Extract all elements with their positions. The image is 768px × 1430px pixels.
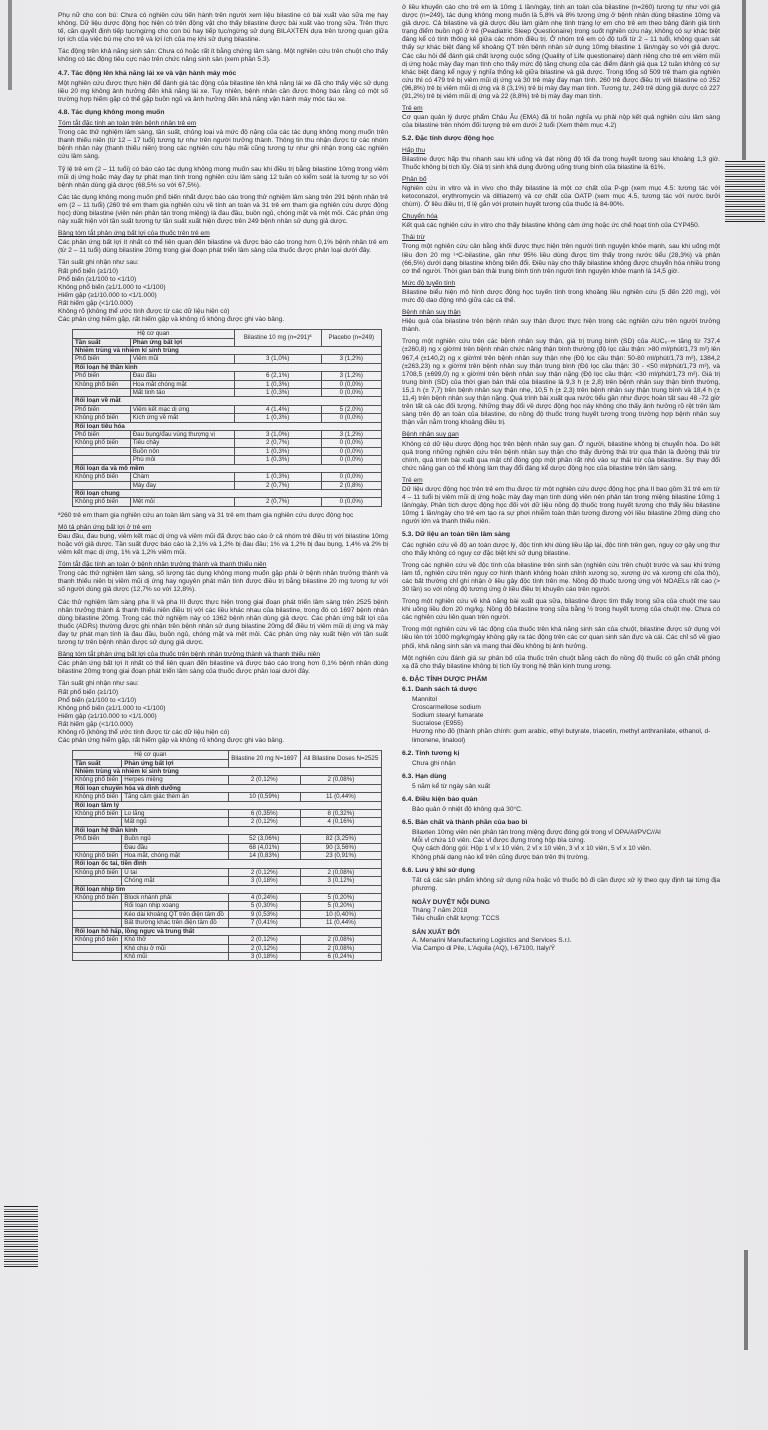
section-5-2-title: 5.2. Đặc tính dược động học [402,135,495,143]
frequency-item: Rất hiếm gặp (<1/10.000) [58,299,133,307]
frequency-item: Hiếm gặp (≥1/10.000 to <1/1.000) [58,712,157,720]
excipient-item: Sodium stearyl fumarate [412,712,484,720]
bilastine-value-cell: 2 (0,12%) [228,776,300,784]
table-row [73,447,382,455]
registration-mark [744,1250,748,1350]
frequency-cell: Không phổ biến [73,414,131,422]
table-group-row [73,801,382,809]
reaction-cell: Tăng cảm giác thèm ăn [122,793,228,801]
bilastine-value-cell: 1 (0,3%) [234,456,321,464]
placebo-value-cell: 0 (0,0%) [321,473,381,481]
table-header-all-doses: All Bilastine Doses N=2525 [300,751,381,768]
table-header-organ: Hệ cơ quan [73,751,229,759]
frequency-cell: Phổ biến [73,431,131,439]
frequency-item: Các phản ứng hiếm gặp, rất hiếm gặp và không rõ không được ghi vào bảng. [58,737,285,745]
section-4-7-text: Một nghiên cứu được thực hiện để đánh giá tác động của bilastine lên khả năng lái xe đã cho thấy việc sử dụng liều 20 mg không ảnh hưởng đến khả năng lái xe. Tuy nhiên, bệnh nhân cần được thông báo rằng có một số trường hợp hiếm gặp có thể gặp buồn ngủ và ảnh hưởng đến khả năng vận hành máy móc tàu xe. [58,79,388,103]
all-doses-value-cell: 23 (0,91%) [300,852,381,860]
reaction-cell: Bất thường khác trên điện tâm đồ [122,919,228,927]
table-row [73,481,382,489]
bilastine-value-cell: 3 (1,0%) [234,355,321,363]
reaction-cell: Khó thở [122,936,228,944]
frequency-cell: Phổ biến [73,835,122,843]
table-row [73,473,382,481]
pediatric-table-intro: Các phản ứng bất lợi ít nhất có thể liên quan đến bilastine và được báo cáo trong hơn 0,1% bệnh nhân trẻ em (từ 2 – 11 tuổi) dùng bilastine 20mg trong giai đoạn phát triển lâm sàng của thuốc được phân loại dưới đây. [58,239,388,255]
frequency-cell [73,456,131,464]
section-6-4-title: 6.4. Điều kiện bảo quản [402,795,478,803]
pediatric-pk-text: Dữ liệu dược động học trên trẻ em thu được từ một nghiên cứu dược động học pha II bao gồm 31 trẻ em từ 4 – 11 tuổi bị viêm mũi dị ứng hoặc mày đay mạn tính dùng viên nén phân tán trong miệng bilastine 10mg 1 lần/ngày. Phân tích dược động học đối với dữ liệu nồng độ thuốc trong huyết tương cho thấy liều bilastine 10mg 1 lần/ngày cho trẻ em tạo ra sự phơi nhiễm toàn thân tương đương với liều bilastine 20mg dùng cho người lớn và thanh thiếu niên. [402,485,720,526]
table-row [73,843,382,851]
frequency-cell [73,910,122,918]
section-6-6-title: 6.6. Lưu ý khi sử dụng [402,866,475,874]
bilastine-value-cell: 2 (0,12%) [228,944,300,952]
registration-mark [742,0,746,160]
bilastine-value-cell: 2 (0,12%) [228,936,300,944]
all-doses-value-cell: 2 (0,08%) [300,868,381,876]
frequency-cell [73,919,122,927]
all-doses-value-cell: 2 (0,08%) [300,944,381,952]
table-row [73,498,382,506]
bilastine-value-cell: 1 (0,3%) [234,473,321,481]
section-6-3-title: 6.3. Hạn dùng [402,772,447,780]
preclinical-text-1: Các nghiên cứu về độ an toàn dược lý, độc tính khi dùng liều lặp lại, độc tính trên gen, nguy cơ gây ung thư cho thấy không có nguy cơ đặc biệt khi sử dụng bilastine. [402,541,720,557]
placebo-value-cell: 3 (1,2%) [321,431,381,439]
pediatric-safety-p2: Tỷ lệ trẻ em (2 – 11 tuổi) có báo cáo tác dụng không mong muốn sau khi điều trị bằng bilastine 10mg trong viêm mũi dị ứng hoặc mày đay tự phát mạn tính trong nghiên cứu lâm sàng 12 tuần có kiểm soát là tương tự so với bệnh nhân dùng giả dược (68,5% so với 67,5%). [58,165,388,189]
frequency-cell: Phổ biến [73,355,131,363]
frequency-cell [73,481,131,489]
pediatric-pk-subtitle: Trẻ em [402,476,423,484]
frequency-cell: Không phổ biến [73,793,122,801]
adult-adverse-reactions-table [72,750,382,961]
pharmacode-bar-left-bottom [4,1205,38,1267]
metabolism-text: Kết quả các nghiên cứu in vitro cho thấy bilastine không cảm ứng hoặc ức chế hoạt tính của CYP450. [402,222,700,230]
bilastine-value-cell: 5 (0,30%) [228,902,300,910]
all-doses-value-cell: 3 (0,12%) [300,877,381,885]
frequency-item: Không rõ (không thể ước tính được từ các dữ liệu hiện có) [58,728,230,736]
reaction-cell: Lo lắng [122,810,228,818]
right-column [402,4,720,953]
table-row [73,431,382,439]
bilastine-value-cell: 4 (0,24%) [228,894,300,902]
bilastine-value-cell: 6 (2,1%) [234,372,321,380]
table-row [73,894,382,902]
all-doses-value-cell: 4 (0,16%) [300,818,381,826]
reaction-cell: Khô mũi [122,952,228,960]
renal-impairment-text-2: Trong một nghiên cứu trên các bệnh nhân suy thận, giá trị trung bình (SD) của AUC₀₋∞ tăng từ 737,4 (±260,8) ng x giờ/ml trên bệnh nhân chức năng thận bình thường (độ lọc cầu thận: >80 ml/phút/1,73 m²) lên 967,4 (±140,2) ng x giờ/ml trên bệnh nhân suy thận nhẹ (Độ lọc cầu thận: 50-80 ml/phút/1,73 m²), 1384,2 (±263,23) ng x giờ/ml trên bệnh nhân suy thận trung bình (Độ lọc cầu thận: 30 - <50 ml/phút/1,73 m²), và 1708,5 (±699,0) ng x giờ/ml trên bệnh nhân suy thận nặng (Độ lọc cầu thận: <30 ml/phút/1,73 m²). Giá trị trung bình (SD) của thời gian bán thải của bilastine là 9,3 h (± 2,8) trên bệnh nhân suy thận bình thường, 15,1 h (± 7,7) trên bệnh nhân suy thận nhẹ, 10,5 h (± 2,3) trên bệnh nhân suy thận trung bình và 18,4 h (± 11,4) trên bệnh nhân suy thận nặng. Quá trình bài xuất qua nước tiểu gần như được hoàn tất sau 48 -72 giờ trên tất cả các đối tượng. Những thay đổi về dược động học này không cho thấy ảnh hưởng rõ rệt trên lâm sàng trên độ an toàn của bilastine, do nồng độ thuốc trong huyết tương trong trường hợp bệnh nhân suy thận vẫn nằm trong khoảng điều trị. [402,338,720,427]
table-row [73,439,382,447]
reaction-cell: Hoa mắt chóng mặt [130,380,234,388]
frequency-cell: Không phổ biến [73,498,131,506]
bilastine-value-cell: 52 (3,06%) [228,835,300,843]
renal-impairment-subtitle: Bệnh nhân suy thận [402,309,461,317]
organ-class-cell: Rối loạn tiêu hóa [73,422,382,430]
placebo-value-cell: 0 (0,0%) [321,439,381,447]
packaging-line: Bilaxten 10mg viên nén phân tán trong miệng được đóng gói trong vỉ OPA/Al/PVC//Al [412,829,661,837]
frequency-cell: Không phổ biến [73,810,122,818]
table-row [73,456,382,464]
organ-class-cell: Nhiễm trùng và nhiễm kí sinh trùng [73,767,382,775]
frequency-list-title: Tần suất ghi nhận như sau: [58,680,139,688]
bilastine-value-cell: 2 (0,7%) [234,498,321,506]
renal-impairment-text-1: Hiệu quả của bilastine trên bệnh nhân suy thận được thực hiện trong các nghiên cứu trên người trưởng thành. [402,318,720,334]
linearity-subtitle: Mức độ tuyến tính [402,279,456,287]
excipient-item: Mannitol [412,696,437,704]
reaction-cell: Mày đay [130,481,234,489]
reaction-cell: Chóng mặt [122,877,228,885]
table-row [73,810,382,818]
section-6-5-title: 6.5. Bản chất và thành phần của bao bì [402,819,528,827]
table-row [73,818,382,826]
frequency-cell: Phổ biến [73,372,131,380]
reaction-cell: Mất tinh táo [130,389,234,397]
all-doses-value-cell: 2 (0,08%) [300,936,381,944]
table-header-placebo: Placebo (n=249) [321,330,381,347]
frequency-cell [73,952,122,960]
section-6-2-title: 6.2. Tính tương kị [402,749,460,757]
placebo-value-cell: 2 (0,8%) [321,481,381,489]
preclinical-text-2: Trong các nghiên cứu về độc tính của bilastine trên sinh sản (nghiên cứu trên chuột trước và sau khi trứng làm tổ, nghiên cứu trên nguy cơ hình thành không hoàn chỉnh xương sọ, xương ức và xương chi của thỏ), các bất thường chỉ ghi nhận ở liều gây độc tính trên mẹ. Nồng độ thuốc tương ứng với NOAELs rất cao (> 30 lần) so với nồng độ tương ứng ở liều điều trị khuyến cáo trên người. [402,561,720,593]
frequency-cell [73,902,122,910]
excipient-item: Sucralose (E955) [412,720,463,728]
bilastine-value-cell: 10 (0,59%) [228,793,300,801]
frequency-cell [73,389,131,397]
table-group-row [73,464,382,472]
section-4-8-title: 4.8. Tác dụng không mong muốn [58,108,165,116]
reaction-cell: Đau đầu [130,372,234,380]
reaction-cell: Mất ngủ [122,818,228,826]
section-6-6-text: Tất cả các sản phẩm không sử dụng nữa hoặc vỏ thuốc bỏ đi cần được xử lý theo quy định tại từng địa phương. [412,876,720,892]
organ-class-cell: Rối loạn chuyển hóa và dinh dưỡng [73,784,382,792]
frequency-item: Không phổ biến (≥1/1.000 to <1/100) [58,283,166,291]
frequency-cell [73,818,122,826]
table-footnote: ª260 trẻ em tham gia nghiên cứu an toàn lâm sàng và 31 trẻ em tham gia nghiên cứu dược động học [58,511,354,519]
table-header-reaction: Phản ứng bất lợi [130,338,234,346]
bilastine-value-cell: 3 (0,18%) [228,877,300,885]
table-group-row [73,927,382,935]
section-6-4-text: Bảo quản ở nhiệt độ không quá 30°C. [412,806,523,814]
organ-class-cell: Rối loạn nhịp tim [73,885,382,893]
bilastine-value-cell: 6 (0,35%) [228,810,300,818]
table-group-row [73,397,382,405]
section-6-title: 6. ĐẶC TÍNH DƯỢC PHẨM [402,675,488,683]
pediatric-safety-subtitle: Tóm tắt đặc tính an toàn trên bệnh nhân trẻ em [58,120,197,128]
all-doses-value-cell: 8 (0,32%) [300,810,381,818]
bilastine-value-cell: 14 (0,83%) [228,852,300,860]
frequency-cell: Không phổ biến [73,439,131,447]
table-group-row [73,422,382,430]
table-row [73,372,382,380]
reaction-cell: Rối loạn nhịp xoang [122,902,228,910]
adult-table-intro: Các phản ứng bất lợi ít nhất có thể liên quan đến bilastine và được báo cáo trong hơn 0,1% bệnh nhân dùng bilastine 20mg trong giai đoạn phát triển lâm sàng của thuốc được phân loại dưới đây. [58,660,388,676]
frequency-item: Rất phổ biến (≥1/10) [58,688,119,696]
reaction-cell: Buồn ngủ [122,835,228,843]
organ-class-cell: Rối loạn hệ thần kinh [73,363,382,371]
placebo-value-cell: 0 (0,0%) [321,414,381,422]
pediatric-safety-p3: Các tác dụng không mong muốn phổ biến nhất được báo cáo trong thử nghiệm lâm sàng trên 291 bệnh nhân trẻ em (2 – 11 tuổi) (260 trẻ em tham gia nghiên cứu về tính an toàn và 31 trẻ em tham gia nghiên cứu dược động học) dùng bilastine (viên nén phân tán trong miệng) là đau đầu, buồn ngủ, chóng mặt và mệt mỏi. Các phản ứng này xuất hiện với tần suất tương tự tần suất xuất hiện được trên 249 bệnh nhân sử dụng giả dược. [58,193,388,226]
table-row [73,835,382,843]
bilastine-value-cell: 68 (4,01%) [228,843,300,851]
table-header-reaction: Phản ứng bất lợi [122,759,228,767]
manufacturer-name: A. Menarini Manufacturing Logistics and Services S.r.l. [412,937,572,945]
table-row [73,877,382,885]
reaction-cell: Viêm kết mạc dị ứng [130,405,234,413]
metabolism-subtitle: Chuyển hóa [402,213,438,221]
frequency-list-2 [58,680,388,745]
all-doses-value-cell: 82 (3,25%) [300,835,381,843]
reaction-cell: Đau đầu [122,843,228,851]
bilastine-value-cell: 3 (1,0%) [234,431,321,439]
table-row [73,793,382,801]
linearity-text: Bilastine biểu hiện mô hình dược động học tuyến tính trong khoảng liều nghiên cứu (5 đến 220 mg), với mức độ dao động nhỏ giữa các cá thể. [402,288,720,304]
table-group-row [73,826,382,834]
reaction-cell: Herpes miệng [122,776,228,784]
pediatric-safety-p1: Trong các thử nghiệm lâm sàng, tần suất, chủng loại và mức độ nặng của các tác dụng không mong muốn trên thanh thiếu niên (từ 12 – 17 tuổi) tương tự như trên người trưởng thành. Thông tin thu nhận được từ các nhóm bệnh nhân này (thanh thiếu niên) trong các nghiên cứu hậu mãi cũng tương tự như ghi nhận trong các nghiên cứu lâm sàng. [58,129,388,161]
pediatric-efficacy-paragraph: ở liều khuyến cáo cho trẻ em là 10mg 1 lần/ngày, tính an toàn của bilastine (n=260) tương tự như với giả dược (n=249), tác dụng không mong muốn là 5,8% và 8% tương ứng ở bệnh nhân dùng bilastine 10mg và giả dược. Cả bilastine và giả dược đều làm giảm nhẹ tình trạng lợ em cho trẻ em theo bảng đánh giá tình trạng điểm buồn ngủ ở trẻ (Peadiatric Sleep Questionaire) trong suốt nghiên cứu này, không có sự khác biệt đáng kể có tính thống kê giữa các nhóm điều trị. Ở nhóm trẻ em có độ tuổi từ 2 – 11 tuổi, không quan sát thấy sự khác biệt đáng kể khoảng QT trên bệnh nhân sử dụng 10mg bilastine 1 lần/ngày so với giả dược. Các câu hỏi để đánh giá chất lượng cuộc sống (Quality of Life questionaire) dành riêng cho trẻ em viêm mũi dị ứng hoặc mày đay mạn tính cho thấy mức độ tăng chung của các điểm đánh giá qua 12 tuần không có sự khác biệt đáng kể nguy ý nghĩa thống kê giữa bilastine và giả dược. Trong tổng số 509 trẻ tham gia nghiên cứu thì có 479 trẻ bị viêm mũi dị ứng và 30 trẻ mày đay mạn tính. 260 trẻ được điều trị với bilastine có 252 (96,8%) trẻ bị viêm mũi dị ứng và 8 (3,1%) trẻ bị mày đay mạn tính. Tương tự, 249 trẻ dùng giả dược có 227 (91,2%) trẻ bị viêm mũi dị ứng và 22 (8,8%) trẻ bị mày đay mạn tính. [402,4,720,101]
bilastine-value-cell: 1 (0,3%) [234,380,321,388]
table-group-row [73,784,382,792]
placebo-value-cell: 3 (1,2%) [321,372,381,380]
frequency-item: Rất hiếm gặp (<1/10.000) [58,720,133,728]
section-6-1-title: 6.1. Danh sách tá dược [402,685,478,693]
frequency-cell: Không phổ biến [73,894,122,902]
bilastine-value-cell: 1 (0,3%) [234,414,321,422]
placebo-value-cell: 0 (0,0%) [321,447,381,455]
reaction-cell: Khó chịu ở mũi [122,944,228,952]
absorption-text: Bilastine được hấp thu nhanh sau khi uống và đạt nồng độ tối đa trong huyết tương sau khoảng 1,3 giờ. Thuốc không bị tích lũy. Giá trị sinh khả dụng đường uống trung bình của bilastine là 61%. [402,155,720,171]
packaging-line: Mỗi vỉ chứa 10 viên. Các vỉ được đựng trong hộp bìa cứng. [412,837,586,845]
hepatic-impairment-subtitle: Bệnh nhân suy gan [402,431,459,439]
table-body [73,767,382,960]
table-row [73,852,382,860]
table-header-frequency: Tần suất [73,338,131,346]
organ-class-cell: Rối loạn về mắt [73,397,382,405]
packaging-block [412,829,720,861]
frequency-cell: Không phổ biến [73,776,122,784]
table-group-row [73,489,382,497]
table-row [73,868,382,876]
manufacturer-address: Via Campo di Pile, L'Aquila (AQ), I-67100, Italy/Ý [412,945,555,953]
pediatric-description-subtitle: Mô tả phản ứng bất lợi ở trẻ em [58,523,152,531]
section-6-2-text: Chưa ghi nhận [412,759,456,767]
excipients-list [412,696,720,745]
absorption-subtitle: Hấp thu [402,146,426,154]
reaction-cell: Đau bụng/đau vùng thượng vị [130,431,234,439]
table-row [73,952,382,960]
frequency-item: Không rõ (không thể ước tính được từ các dữ liệu hiện có) [58,308,230,315]
pediatric-adverse-reactions-table [72,329,382,507]
breastfeeding-paragraph: Phụ nữ cho con bú: Chưa có nghiên cứu tiến hành trên người xem liệu bilastine có bài xuất vào sữa mẹ hay không. Dữ liệu dược động học hiện có trên động vật cho thấy bilastine được bài xuất vào trong sữa. Trên thực tế, cần quyết định tiếp tục/ngừng cho con bú hay tiếp tục/ngừng sử dụng BILAXTEN dựa trên tương quan giữa lợi ích của việc bú mẹ cho trẻ và lợi ích của mẹ khi sử dụng bilastine. [58,12,388,44]
table-header-frequency: Tần suất [73,759,122,767]
distribution-subtitle: Phân bố [402,175,427,183]
organ-class-cell: Rối loạn ốc tai, tiền đình [73,860,382,868]
bilastine-value-cell: 2 (0,7%) [234,481,321,489]
frequency-list-title: Tần suất ghi nhận như sau: [58,259,139,267]
table-row [73,380,382,388]
frequency-item: Không phổ biến (≥1/1.000 to <1/100) [58,704,166,712]
placebo-value-cell: 0 (0,0%) [321,498,381,506]
section-6-3-text: 5 năm kể từ ngày sản xuất [412,782,491,790]
table-row [73,355,382,363]
reaction-cell: Chàm [130,473,234,481]
reaction-cell: Tiêu chảy [130,439,234,447]
all-doses-value-cell: 2 (0,08%) [300,776,381,784]
table-header-organ: Hệ cơ quan [73,330,235,338]
frequency-cell: Phổ biến [73,405,131,413]
left-column [58,12,388,966]
placebo-value-cell: 3 (1,2%) [321,355,381,363]
frequency-cell [73,944,122,952]
table-group-row [73,767,382,775]
manufacturer-title: SẢN XUẤT BỞI [412,929,460,937]
reaction-cell: Buồn nôn [130,447,234,455]
pediatric-table-subtitle: Bảng tóm tắt phản ứng bất lợi của thuốc trên trẻ em [58,230,210,238]
bilastine-value-cell: 3 (0,18%) [228,952,300,960]
frequency-item: Rất phổ biến (≥1/10) [58,267,119,275]
approval-date-title: NGÀY DUYỆT NỘI DUNG [412,898,490,906]
reaction-cell: Viêm mũi [130,355,234,363]
excipient-item: Croscarmellose sodium [412,704,481,712]
bilastine-value-cell: 4 (1,4%) [234,405,321,413]
pediatric-description-text: Đau đầu, đau bụng, viêm kết mạc dị ứng và viêm mũi đã được báo cáo ở cả nhóm trẻ điều trị với bilastine 10mg hoặc với giả dược. Tần suất được báo cáo là 2,1% và 1,2% bị đau đầu; 1% và 1,2% bị đau bụng, 1,4% và 2% bị viêm kết mạc dị ứng, 1% và 1,2% viêm mũi. [58,532,388,557]
pharmacode-bar-right-top [725,160,765,222]
approval-block [412,899,720,954]
frequency-cell: Không phổ biến [73,380,131,388]
table-row [73,414,382,422]
frequency-cell [73,447,131,455]
excipient-item: Hương nho đỏ (thành phần chính: gum arabic, ethyl butyrate, triacetin, methyl anthranilate, ethanol, d-limonene, linalool) [412,728,711,744]
frequency-item: Hiếm gặp (≥1/10.000 to <1/1.000) [58,291,157,299]
hepatic-impairment-text: Không có dữ liệu dược động học trên bệnh nhân suy gan. Ở người, bilastine không bị chuyển hóa. Do kết quả trong những nghiên cứu trên bệnh nhân suy thận cho thấy đường thải trừ qua thận là đường thải trừ chính, quá trình bài xuất qua mật chỉ đóng góp một phần rất nhỏ vào sự thải trừ của bilastine. Sự thay đổi chức năng gan có thể không làm thay đổi đáng kể dược động học của bilastine trên lâm sàng. [402,440,720,472]
section-4-7-title: 4.7. Tác động lên khả năng lái xe và vận hành máy móc [58,69,237,77]
packaging-line: Quy cách đóng gói: Hộp 1 vỉ x 10 viên, 2 vỉ x 10 viên, 3 vỉ x 10 viên, 5 vỉ x 10 viên. [412,845,652,853]
preclinical-text-5: Một nghiên cứu đánh giá sự phân bố của thuốc trên chuột bằng cách đo nồng độ thuốc có gắn chất phóng xạ đã cho thấy bilastine không bị tích lũy trong hệ thần kinh trung ương. [402,654,720,670]
reaction-cell: Mệt mỏi [130,498,234,506]
reaction-cell: Ù tai [122,868,228,876]
table-row [73,389,382,397]
frequency-list-1 [58,259,388,324]
frequency-item: Phổ biến (≥1/100 to <1/10) [58,696,137,704]
table-row [73,405,382,413]
section-5-3-title: 5.3. Dữ liệu an toàn tiền lâm sàng [402,531,511,539]
frequency-item: Phổ biến (≥1/100 to <1/10) [58,275,137,283]
table-group-row [73,860,382,868]
frequency-cell [73,877,122,885]
pediatric-ema-subtitle: Trẻ em [402,105,423,113]
table-row [73,910,382,918]
reaction-cell: Phù môi [130,456,234,464]
organ-class-cell: Rối loạn hô hấp, lồng ngực và trung thất [73,927,382,935]
organ-class-cell: Rối loạn chung [73,489,382,497]
bilastine-value-cell: 2 (0,12%) [228,868,300,876]
registration-mark [8,0,12,90]
frequency-cell: Không phổ biến [73,936,122,944]
frequency-cell: Không phổ biến [73,868,122,876]
placebo-value-cell: 0 (0,0%) [321,389,381,397]
frequency-cell [73,843,122,851]
placebo-value-cell: 0 (0,0%) [321,456,381,464]
organ-class-cell: Rối loạn tâm lý [73,801,382,809]
quality-standard: Tiêu chuẩn chất lượng: TCCS [412,915,500,923]
frequency-item: Các phản ứng hiếm gặp, rất hiếm gặp và không rõ không được ghi vào bảng. [58,316,285,324]
pediatric-ema-text: Cơ quan quản lý dược phẩm Châu Âu (EMA) đã tri hoãn nghĩa vụ phải nộp kết quả nghiên cứu lâm sàng của bilastine trên nhóm đối tượng trẻ em dưới 2 tuổi (Xem thêm mục 4.2) [402,114,720,130]
elimination-subtitle: Thải trừ [402,234,426,242]
preclinical-text-4: Trong một nghiên cứu về tác động của thuốc trên khả năng sinh sản của chuột, bilastine được sử dụng với liều lên tới 1000 mg/kg/ngày không gây ra tác động trên các cơ quan sinh sản đực và cái. Các chỉ số về giao phối, khả năng sinh sản và mang thai đều không bị ảnh hưởng. [402,626,720,650]
all-doses-value-cell: 5 (0,20%) [300,894,381,902]
bilastine-value-cell: 2 (0,7%) [234,439,321,447]
bilastine-value-cell: 1 (0,3%) [234,389,321,397]
all-doses-value-cell: 6 (0,24%) [300,952,381,960]
table-group-row [73,347,382,355]
packaging-line: Không phải dạng nào kể trên cũng được bán trên thị trường. [412,853,589,861]
approval-date: Tháng 7 năm 2018 [412,907,468,914]
frequency-cell: Không phổ biến [73,473,131,481]
distribution-text: Nghiên cứu in vitro và in vivo cho thấy bilastine là một cơ chất của P-gp (xem mục 4.5: tương tác với ketoconazol, erythromycin và diltiazem) và cơ chất của OATP (xem mục 4.5, tương tác với nước bưởi chùm). Ở liều điều trị, tỉ lệ gắn với protein huyết tương của thuốc là 84-90%. [402,184,720,209]
table-group-row [73,363,382,371]
all-doses-value-cell: 11 (0,44%) [300,919,381,927]
table-row [73,919,382,927]
bilastine-value-cell: 1 (0,3%) [234,447,321,455]
adult-safety-subtitle: Tóm tắt đặc tính an toàn ở bệnh nhân trưởng thành và thanh thiếu niên [58,561,267,569]
all-doses-value-cell: 11 (0,44%) [300,793,381,801]
preclinical-text-3: Trong một nghiên cứu về khả năng bài xuất qua sữa, bilastine được tìm thấy trong sữa của chuột mẹ sau khi uống liều đơn 20 mg/kg. Nồng độ bilastine trong sữa bằng ½ trong huyết tương của chuột mẹ. Chưa có các nghiên cứu liên quan trên người. [402,598,720,622]
reaction-cell: Kích ứng về mắt [130,414,234,422]
adult-safety-p1: Trong các thử nghiệm lâm sàng, số lượng tác dụng không mong muốn gặp phải ở bệnh nhân trưởng thành và thanh thiếu niên bị viêm mũi dị ứng hay nguyên phát mãn tính được điều trị bằng bilastine 20 mg tương tự với số người dùng giả dược (12,7% so với 12,8%). [58,570,388,594]
bilastine-value-cell: 9 (0,53%) [228,910,300,918]
table-group-row [73,885,382,893]
reaction-cell: Block nhánh phải [122,894,228,902]
bilastine-value-cell: 2 (0,12%) [228,818,300,826]
table-row [73,776,382,784]
table-row [73,944,382,952]
adult-table-subtitle: Bảng tóm tắt phản ứng bất lợi của thuốc trên bệnh nhân trưởng thành và thanh thiếu niên [58,651,320,659]
all-doses-value-cell: 10 (0,40%) [300,910,381,918]
reaction-cell: Kéo dài khoảng QT trên điện tâm đồ [122,910,228,918]
organ-class-cell: Rối loạn da và mô mềm [73,464,382,472]
reaction-cell: Hoa mắt, chóng mặt [122,852,228,860]
table-header-bilastine: Bilastine 20 mg N=1697 [228,751,300,768]
organ-class-cell: Rối loạn hệ thần kinh [73,826,382,834]
placebo-value-cell: 0 (0,0%) [321,380,381,388]
adult-safety-p2: Các thử nghiệm lâm sàng pha II và pha III được thực hiện trong giai đoạn phát triển lâm sàng trên 2525 bệnh nhân trưởng thành & thanh thiếu niên điều trị với các liều khác nhau của bilastine, trong đó có 1697 bệnh nhân dùng bilastine 20mg. Trong các thử nghiệm này có 1362 bệnh nhân dùng giả dược. Các phản ứng bất lợi của thuốc (ADRs) thường được ghi nhận trên bệnh nhân sử dụng bilastine 20mg để điều trị viêm mũi dị ứng và mày đay tự phát mạn tính là đau đầu, buồn ngủ, chóng mặt và mệt mỏi. Các phản ứng này xuất hiện với tần suất tương tự trên bệnh nhân được sử dụng giả dược. [58,598,388,647]
frequency-cell: Không phổ biến [73,852,122,860]
table-row [73,902,382,910]
elimination-text: Trong một nghiên cứu cân bằng khối được thực hiện trên người tình nguyện khỏe mạnh, sau khi uống một liều đơn 20 mg ¹⁴C-bilastine, gần như 95% liều dùng được tìm thấy trong nước tiểu (28,3%) và phân (66,5%) dưới dạng bilastine không biến đổi. Điều này cho thấy bilastine không được chuyển hóa nhiều trong cơ thể người. Thời gian bán thải trung bình tính trên người tình nguyện khỏe mạnh là 14,5 giờ. [402,243,720,275]
fertility-paragraph: Tác động trên khả năng sinh sản: Chưa có hoặc rất ít bằng chứng lâm sàng. Một nghiên cứu trên chuột cho thấy không có tác động tiêu cực nào trên chức năng sinh sản (xem phần 5.3). [58,48,388,64]
all-doses-value-cell: 90 (3,56%) [300,843,381,851]
table-row [73,936,382,944]
placebo-value-cell: 5 (2,0%) [321,405,381,413]
table-header-bilastine: Bilastine 10 mg (n=291)ª [234,330,321,347]
bilastine-value-cell: 7 (0,41%) [228,919,300,927]
table-body [73,347,382,507]
organ-class-cell: Nhiễm trùng và nhiễm kí sinh trùng [73,347,382,355]
all-doses-value-cell: 5 (0,20%) [300,902,381,910]
